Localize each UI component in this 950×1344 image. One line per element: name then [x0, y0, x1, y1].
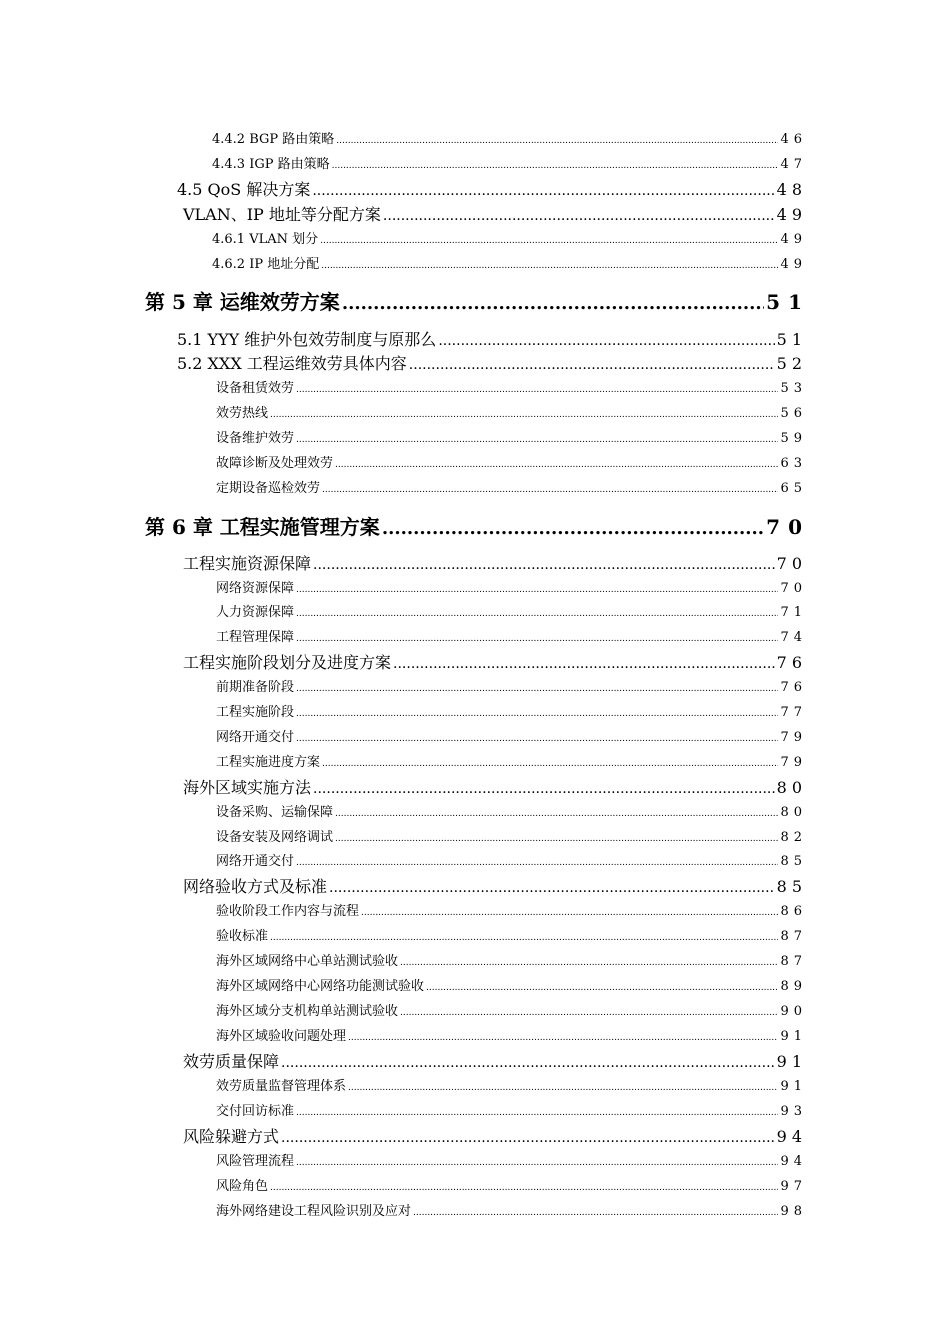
- toc-entry-title: 故障诊断及处理效劳: [216, 456, 334, 471]
- toc-entry-title: 第 5 章 运维效劳方案: [145, 290, 340, 314]
- toc-page-number: 85: [780, 854, 807, 869]
- dot-leader: [438, 333, 774, 349]
- toc-page-number: 63: [780, 456, 807, 471]
- toc-entry-level-1[interactable]: [145, 286, 810, 315]
- toc-entry-level-3[interactable]: [216, 1025, 807, 1044]
- toc-entry-title: 验收阶段工作内容与流程: [216, 904, 360, 919]
- toc-entry-level-3[interactable]: [216, 1075, 807, 1094]
- dot-leader: [335, 834, 778, 844]
- toc-entry-level-3[interactable]: [216, 826, 807, 845]
- dot-leader: [348, 1033, 778, 1043]
- toc-entry-title: 5.2 XXX 工程运维效劳具体内容: [177, 354, 407, 373]
- toc-entry-level-3[interactable]: [216, 427, 807, 446]
- toc-entry-title: 风险管理流程: [216, 1154, 295, 1169]
- dot-leader: [313, 557, 775, 573]
- toc-entry-level-1[interactable]: [145, 511, 810, 540]
- dot-leader: [400, 958, 778, 968]
- toc-page-number: 71: [780, 605, 807, 620]
- dot-leader: [312, 183, 774, 199]
- toc-page-number: 49: [776, 205, 807, 224]
- dot-leader: [270, 933, 778, 943]
- toc-page-number: 76: [776, 653, 807, 672]
- toc-entry-level-3[interactable]: [216, 1000, 807, 1019]
- dot-leader: [383, 208, 775, 224]
- toc-entry-title: 网络资源保障: [216, 581, 295, 596]
- toc-entry-title: 风险角色: [216, 1179, 269, 1194]
- toc-page-number: 51: [766, 290, 810, 314]
- toc-page-number: 80: [780, 805, 807, 820]
- toc-page-number: 51: [776, 330, 807, 349]
- toc-page-number: 98: [780, 1204, 807, 1219]
- toc-entry-title: 工程实施阶段: [216, 705, 295, 720]
- dot-leader: [296, 1108, 778, 1118]
- toc-entry-title: 工程管理保障: [216, 630, 295, 645]
- toc-entry-title: 网络验收方式及标准: [183, 877, 328, 896]
- toc-entry-level-3[interactable]: [216, 1175, 807, 1194]
- toc-page-number: 93: [780, 1104, 807, 1119]
- toc-entry-title: 海外区域实施方法: [183, 778, 312, 797]
- toc-entry-level-3[interactable]: [216, 975, 807, 994]
- toc-entry-level-3[interactable]: [216, 1200, 807, 1219]
- toc-entry-level-2[interactable]: [177, 327, 807, 350]
- toc-entry-level-3[interactable]: [216, 751, 807, 770]
- toc-entry-level-3[interactable]: [216, 801, 807, 820]
- toc-entry-level-3[interactable]: [216, 626, 807, 645]
- toc-page-number: 89: [780, 979, 807, 994]
- toc-entry-level-3[interactable]: [216, 402, 807, 421]
- toc-entry-level-2[interactable]: [183, 874, 807, 897]
- toc-entry-title: 设备安装及网络调试: [216, 830, 334, 845]
- toc-entry-title: 工程实施进度方案: [216, 755, 321, 770]
- dot-leader: [296, 435, 778, 445]
- toc-entry-title: 效劳质量保障: [183, 1052, 280, 1071]
- toc-entry-level-3[interactable]: [216, 950, 807, 969]
- toc-page-number: 86: [780, 904, 807, 919]
- toc-entry-title: 设备维护效劳: [216, 431, 295, 446]
- toc-page-number: 46: [780, 132, 807, 147]
- toc-entry-title: 效劳质量监督管理体系: [216, 1079, 347, 1094]
- dot-leader: [296, 385, 778, 395]
- toc-entry-title: 4.4.3 IGP 路由策略: [212, 157, 330, 172]
- toc-page-number: 90: [780, 1004, 807, 1019]
- toc-entry-title: 4.4.2 BGP 路由策略: [212, 132, 335, 147]
- toc-entry-level-3[interactable]: [216, 477, 807, 496]
- toc-page-number: 49: [780, 232, 807, 247]
- dot-leader: [270, 1183, 778, 1193]
- dot-leader: [281, 1055, 775, 1071]
- dot-leader: [382, 518, 764, 539]
- toc-entry-title: 效劳热线: [216, 406, 269, 421]
- toc-page-number: 49: [780, 257, 807, 272]
- dot-leader: [322, 759, 778, 769]
- toc-entry-level-3[interactable]: [216, 601, 807, 620]
- dot-leader: [296, 634, 778, 644]
- toc-page-number: 56: [780, 406, 807, 421]
- dot-leader: [409, 357, 775, 373]
- dot-leader: [400, 1008, 778, 1018]
- dot-leader: [296, 709, 778, 719]
- toc-entry-level-3[interactable]: [216, 1150, 807, 1169]
- dot-leader: [426, 983, 778, 993]
- toc-entry-title: 网络开通交付: [216, 854, 295, 869]
- toc-entry-title: 4.6.2 IP 地址分配: [212, 257, 320, 272]
- toc-entry-level-2[interactable]: [177, 351, 807, 374]
- dot-leader: [321, 261, 778, 271]
- dot-leader: [296, 734, 778, 744]
- toc-page-number: 94: [780, 1154, 807, 1169]
- toc-page-number: 91: [780, 1079, 807, 1094]
- dot-leader: [335, 809, 778, 819]
- dot-leader: [270, 410, 778, 420]
- toc-page-number: 53: [780, 381, 807, 396]
- toc-entry-title: 工程实施资源保障: [183, 554, 312, 573]
- toc-page-number: 77: [780, 705, 807, 720]
- dot-leader: [296, 684, 778, 694]
- toc-entry-level-2[interactable]: [183, 650, 807, 673]
- toc-entry-level-3[interactable]: [216, 900, 807, 919]
- toc-page-number: 97: [780, 1179, 807, 1194]
- toc-entry-level-3[interactable]: [216, 452, 807, 471]
- dot-leader: [413, 1208, 778, 1218]
- toc-entry-title: 设备采购、运输保障: [216, 805, 334, 820]
- dot-leader: [296, 1158, 778, 1168]
- toc-page-number: 85: [776, 877, 807, 896]
- toc-entry-title: 海外区域分支机构单站测试验收: [216, 1004, 399, 1019]
- toc-page-number: 59: [780, 431, 807, 446]
- toc-entry-level-3[interactable]: [216, 701, 807, 720]
- toc-page-number: 91: [776, 1052, 807, 1071]
- dot-leader: [296, 858, 778, 868]
- dot-leader: [322, 485, 778, 495]
- toc-entry-level-2[interactable]: [177, 177, 807, 200]
- toc-entry-level-3[interactable]: [216, 577, 807, 596]
- toc-entry-level-3[interactable]: [216, 726, 807, 745]
- toc-entry-title: 第 6 章 工程实施管理方案: [145, 515, 380, 539]
- toc-entry-title: 交付回访标准: [216, 1104, 295, 1119]
- dot-leader: [335, 460, 778, 470]
- toc-entry-title: 定期设备巡检效劳: [216, 481, 321, 496]
- toc-entry-title: 设备租赁效劳: [216, 381, 295, 396]
- dot-leader: [281, 1130, 775, 1146]
- toc-page-number: 48: [776, 180, 807, 199]
- toc-entry-level-2[interactable]: [183, 1049, 807, 1072]
- toc-entry-level-2[interactable]: [183, 202, 807, 225]
- toc-page-number: 76: [780, 680, 807, 695]
- toc-entry-title: 前期准备阶段: [216, 680, 295, 695]
- dot-leader: [393, 656, 775, 672]
- toc-entry-level-2[interactable]: [183, 775, 807, 798]
- toc-page-number: 65: [780, 481, 807, 496]
- dot-leader: [296, 609, 778, 619]
- dot-leader: [320, 236, 778, 246]
- dot-leader: [296, 585, 778, 595]
- dot-leader: [342, 293, 764, 314]
- toc-entry-title: 海外区域网络中心网络功能测试验收: [216, 979, 425, 994]
- toc-page-number: 74: [780, 630, 807, 645]
- toc-page-number: 47: [780, 157, 807, 172]
- toc-entry-title: 网络开通交付: [216, 730, 295, 745]
- toc-entry-title: 工程实施阶段划分及进度方案: [183, 653, 392, 672]
- toc-entry-title: 海外区域网络中心单站测试验收: [216, 954, 399, 969]
- toc-entry-title: 海外网络建设工程风险识别及应对: [216, 1204, 412, 1219]
- toc-entry-level-3[interactable]: [212, 228, 807, 247]
- dot-leader: [361, 908, 778, 918]
- toc-entry-level-3[interactable]: [212, 128, 807, 147]
- toc-page-number: 70: [766, 515, 810, 539]
- toc-entry-title: 验收标准: [216, 929, 269, 944]
- toc-page-number: 70: [780, 581, 807, 596]
- toc-page-number: 79: [780, 730, 807, 745]
- toc-page-number: 87: [780, 929, 807, 944]
- dot-leader: [348, 1083, 778, 1093]
- toc-entry-title: 4.6.1 VLAN 划分: [212, 232, 319, 247]
- dot-leader: [336, 136, 778, 146]
- toc-entry-level-3[interactable]: [216, 850, 807, 869]
- toc-entry-level-3[interactable]: [216, 377, 807, 396]
- toc-page-number: 87: [780, 954, 807, 969]
- toc-page-number: 79: [780, 755, 807, 770]
- toc-entry-level-2[interactable]: [183, 1124, 807, 1147]
- dot-leader: [332, 161, 779, 171]
- toc-page-number: 52: [776, 354, 807, 373]
- toc-entry-level-3[interactable]: [212, 153, 807, 172]
- toc-page-number: 80: [776, 778, 807, 797]
- toc-entry-title: 4.5 QoS 解决方案: [177, 180, 311, 199]
- toc-entry-level-3[interactable]: [216, 676, 807, 695]
- toc-page-number: 91: [780, 1029, 807, 1044]
- dot-leader: [313, 781, 775, 797]
- toc-page-number: 82: [780, 830, 807, 845]
- dot-leader: [329, 880, 775, 896]
- toc-page-number: 94: [776, 1127, 807, 1146]
- toc-entry-title: 风险躲避方式: [183, 1127, 280, 1146]
- toc-entry-title: VLAN、IP 地址等分配方案: [183, 205, 381, 224]
- toc-entry-level-3[interactable]: [216, 925, 807, 944]
- toc-entry-title: 海外区域验收问题处理: [216, 1029, 347, 1044]
- toc-entry-level-2[interactable]: [183, 551, 807, 574]
- toc-entry-level-3[interactable]: [212, 253, 807, 272]
- toc-entry-level-3[interactable]: [216, 1100, 807, 1119]
- toc-entry-title: 人力资源保障: [216, 605, 295, 620]
- toc-entry-title: 5.1 YYY 维护外包效劳制度与原那么: [177, 330, 437, 349]
- toc-page-number: 70: [776, 554, 807, 573]
